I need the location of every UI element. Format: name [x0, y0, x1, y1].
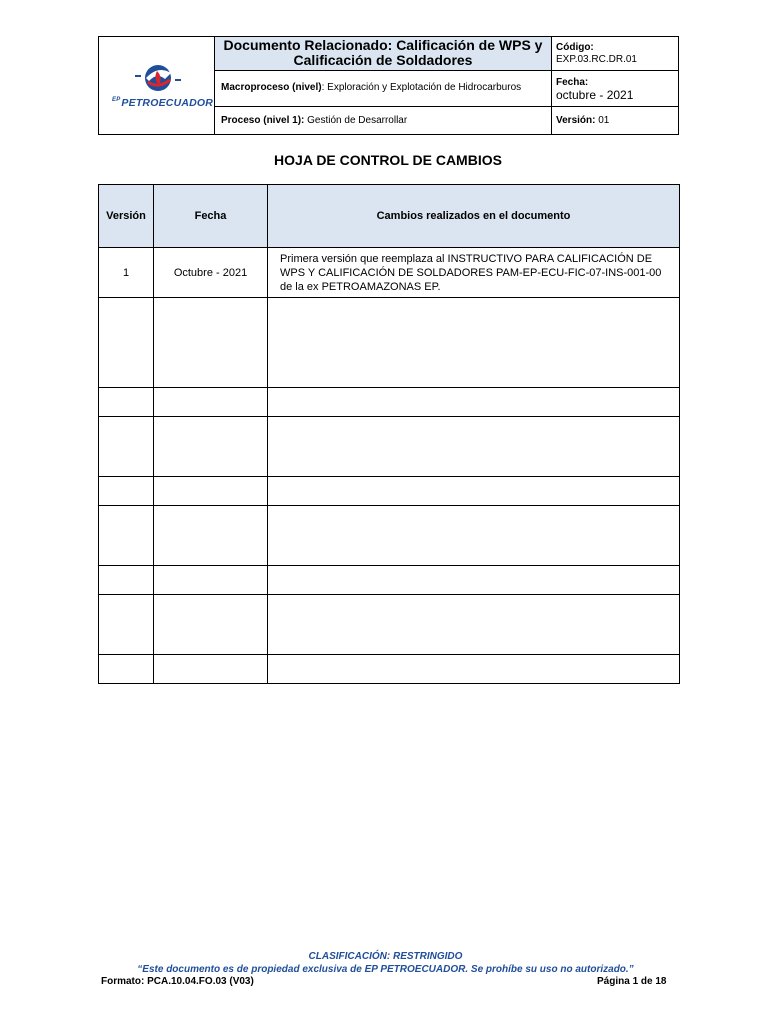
empty-cell — [99, 388, 154, 417]
title-line-2: Calificación de Soldadores — [293, 52, 473, 68]
logo-cell — [99, 37, 215, 134]
empty-cell — [154, 655, 268, 684]
process-value: Gestión de Desarrollar — [307, 115, 408, 126]
empty-cell — [154, 595, 268, 655]
version-cell — [552, 107, 678, 134]
table-row-empty — [99, 388, 680, 417]
table-row-empty — [99, 298, 680, 388]
change-control-table — [98, 184, 680, 684]
document-title — [215, 37, 552, 71]
footer-format: Formato: PCA.10.04.FO.03 (V03) — [101, 976, 254, 987]
empty-cell — [99, 655, 154, 684]
empty-cell — [154, 477, 268, 506]
empty-cell — [268, 595, 680, 655]
footer-ownership-note: “Este documento es de propiedad exclusiva de EP PETROECUADOR. Se prohíbe su uso no autorizado.” — [137, 964, 634, 975]
cell-version: 1 — [99, 248, 154, 298]
empty-cell — [154, 417, 268, 477]
empty-cell — [268, 388, 680, 417]
table-row-empty — [99, 417, 680, 477]
empty-cell — [99, 477, 154, 506]
version-label: Versión: — [556, 115, 596, 126]
empty-cell — [154, 506, 268, 566]
logo-text: $^{EP}$PETROECUADOR — [112, 97, 214, 109]
document-header — [98, 36, 679, 135]
header-date: Fecha — [154, 185, 268, 248]
code-value: EXP.03.RC.DR.01 — [556, 54, 637, 65]
empty-cell — [99, 506, 154, 566]
header-version: Versión — [99, 185, 154, 248]
table-row-empty — [99, 477, 680, 506]
footer-classification: CLASIFICACIÓN: RESTRINGIDO — [308, 951, 463, 962]
cell-changes: Primera versión que reemplaza al INSTRUCTIVO PARA CALIFICACIÓN DE WPS Y CALIFICACIÓN DE SOLDADORES PAM-EP-ECU-FIC-07-INS-001-00 de la ex PETROAMAZONAS EP. — [268, 248, 680, 298]
macroprocess-cell — [215, 71, 552, 107]
date-value: octubre - 2021 — [556, 88, 634, 102]
table-row-empty — [99, 506, 680, 566]
date-label: Fecha: — [556, 77, 589, 88]
empty-cell — [268, 417, 680, 477]
empty-cell — [268, 506, 680, 566]
process-cell — [215, 107, 552, 134]
empty-cell — [99, 298, 154, 388]
empty-cell — [99, 566, 154, 595]
title-line-1: Documento Relacionado: Calificación de WPS y — [223, 37, 543, 53]
empty-cell — [268, 477, 680, 506]
date-cell — [552, 71, 678, 107]
header-changes: Cambios realizados en el documento — [268, 185, 680, 248]
empty-cell — [268, 298, 680, 388]
macroprocess-value: : Exploración y Explotación de Hidrocarburos — [321, 82, 522, 93]
empty-cell — [154, 566, 268, 595]
table-row — [99, 248, 680, 298]
footer-page-number: Página 1 de 18 — [597, 976, 667, 987]
macroprocess-label: Macroproceso (nivel) — [221, 82, 322, 93]
code-label: Código: — [556, 42, 594, 53]
empty-cell — [99, 595, 154, 655]
process-label: Proceso (nivel 1): — [221, 115, 305, 126]
cell-date: Octubre - 2021 — [154, 248, 268, 298]
code-cell — [552, 37, 678, 71]
table-row-empty — [99, 566, 680, 595]
table-row-empty — [99, 655, 680, 684]
page-title: HOJA DE CONTROL DE CAMBIOS — [274, 152, 502, 168]
empty-cell — [154, 298, 268, 388]
empty-cell — [99, 417, 154, 477]
table-row-empty — [99, 595, 680, 655]
version-value: 01 — [598, 115, 610, 126]
empty-cell — [154, 388, 268, 417]
empty-cell — [268, 566, 680, 595]
empty-cell — [268, 655, 680, 684]
table-header-row — [99, 185, 680, 248]
